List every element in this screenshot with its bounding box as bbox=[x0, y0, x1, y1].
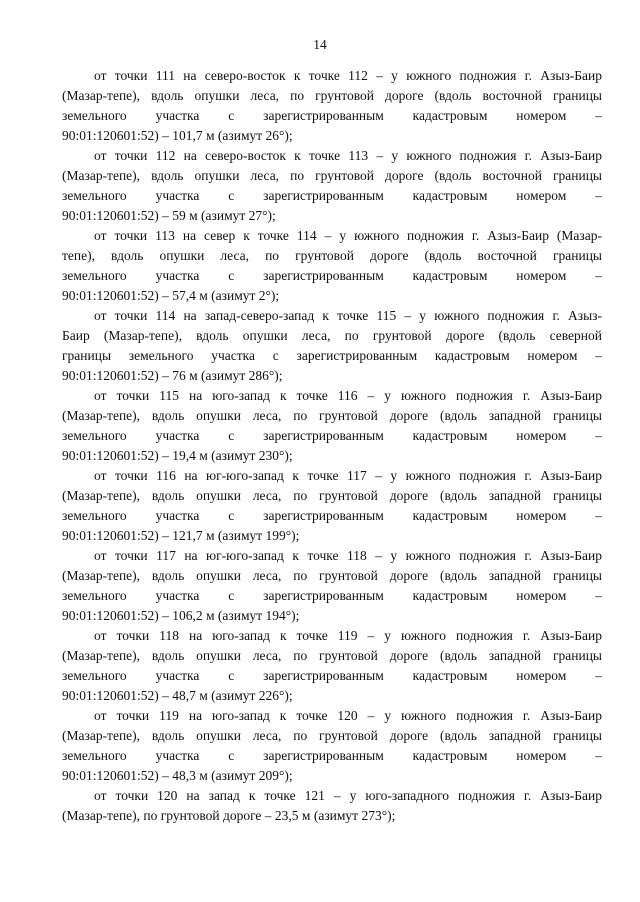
paragraph-point-111-112 bbox=[62, 66, 602, 146]
text-line: от точки 120 на запад к точке 121 – у юго-западного подножия г. Азыз-Баир bbox=[94, 788, 602, 803]
text-line: (Мазар-тепе), вдоль опушки леса, по грунтовой дороге (вдоль восточной границы bbox=[62, 88, 602, 103]
text-line: 90:01:120601:52) – 48,3 м (азимут 209°); bbox=[62, 768, 293, 783]
text-line: 90:01:120601:52) – 48,7 м (азимут 226°); bbox=[62, 688, 293, 703]
text-line: (Мазар-тепе), по грунтовой дороге – 23,5 м (азимут 273°); bbox=[62, 808, 396, 823]
text-line: земельного участка с зарегистрированным кадастровым номером – bbox=[62, 748, 602, 763]
paragraph-point-120-121 bbox=[62, 786, 602, 826]
paragraph-point-119-120 bbox=[62, 706, 602, 786]
text-line: (Мазар-тепе), вдоль опушки леса, по грунтовой дороге (вдоль восточной границы bbox=[62, 168, 602, 183]
text-line: (Мазар-тепе), вдоль опушки леса, по грунтовой дороге (вдоль западной границы bbox=[62, 408, 602, 423]
text-line: земельного участка с зарегистрированным кадастровым номером – bbox=[62, 588, 602, 603]
text-line: тепе), вдоль опушки леса, по грунтовой дороге (вдоль восточной границы bbox=[62, 248, 602, 263]
text-line: от точки 115 на юго-запад к точке 116 – у южного подножия г. Азыз-Баир bbox=[94, 388, 602, 403]
text-line: земельного участка с зарегистрированным кадастровым номером – bbox=[62, 188, 602, 203]
document-body bbox=[62, 66, 602, 826]
text-line: земельного участка с зарегистрированным кадастровым номером – bbox=[62, 428, 602, 443]
paragraph-point-116-117 bbox=[62, 466, 602, 546]
text-line: (Мазар-тепе), вдоль опушки леса, по грунтовой дороге (вдоль западной границы bbox=[62, 648, 602, 663]
text-line: от точки 118 на юго-запад к точке 119 – у южного подножия г. Азыз-Баир bbox=[94, 628, 602, 643]
text-line: от точки 113 на север к точке 114 – у южного подножия г. Азыз-Баир (Мазар- bbox=[94, 228, 602, 243]
text-line: от точки 111 на северо-восток к точке 112 – у южного подножия г. Азыз-Баир bbox=[94, 68, 602, 83]
text-line: (Мазар-тепе), вдоль опушки леса, по грунтовой дороге (вдоль западной границы bbox=[62, 488, 602, 503]
text-line: от точки 114 на запад-северо-запад к точке 115 – у южного подножия г. Азыз- bbox=[94, 308, 602, 323]
paragraph-point-113-114 bbox=[62, 226, 602, 306]
text-line: 90:01:120601:52) – 106,2 м (азимут 194°); bbox=[62, 608, 300, 623]
text-line: от точки 116 на юг-юго-запад к точке 117 – у южного подножия г. Азыз-Баир bbox=[94, 468, 602, 483]
text-line: (Мазар-тепе), вдоль опушки леса, по грунтовой дороге (вдоль западной границы bbox=[62, 728, 602, 743]
paragraph-point-117-118 bbox=[62, 546, 602, 626]
text-line: 90:01:120601:52) – 59 м (азимут 27°); bbox=[62, 208, 276, 223]
text-line: от точки 117 на юг-юго-запад к точке 118 – у южного подножия г. Азыз-Баир bbox=[94, 548, 602, 563]
page-number: 14 bbox=[313, 37, 327, 52]
text-line: (Мазар-тепе), вдоль опушки леса, по грунтовой дороге (вдоль западной границы bbox=[62, 568, 602, 583]
text-line: границы земельного участка с зарегистрированным кадастровым номером – bbox=[62, 348, 602, 363]
text-line: 90:01:120601:52) – 101,7 м (азимут 26°); bbox=[62, 128, 293, 143]
text-line: земельного участка с зарегистрированным кадастровым номером – bbox=[62, 268, 602, 283]
text-line: 90:01:120601:52) – 121,7 м (азимут 199°); bbox=[62, 528, 300, 543]
text-line: Баир (Мазар-тепе), вдоль опушки леса, по грунтовой дороге (вдоль северной bbox=[62, 328, 602, 343]
paragraph-point-118-119 bbox=[62, 626, 602, 706]
text-line: от точки 112 на северо-восток к точке 113 – у южного подножия г. Азыз-Баир bbox=[94, 148, 602, 163]
paragraph-point-112-113 bbox=[62, 146, 602, 226]
paragraph-point-115-116 bbox=[62, 386, 602, 466]
paragraph-point-114-115 bbox=[62, 306, 602, 386]
text-line: от точки 119 на юго-запад к точке 120 – у южного подножия г. Азыз-Баир bbox=[94, 708, 602, 723]
text-line: земельного участка с зарегистрированным кадастровым номером – bbox=[62, 108, 602, 123]
text-line: 90:01:120601:52) – 19,4 м (азимут 230°); bbox=[62, 448, 293, 463]
text-line: 90:01:120601:52) – 57,4 м (азимут 2°); bbox=[62, 288, 280, 303]
text-line: земельного участка с зарегистрированным кадастровым номером – bbox=[62, 508, 602, 523]
text-line: 90:01:120601:52) – 76 м (азимут 286°); bbox=[62, 368, 283, 383]
text-line: земельного участка с зарегистрированным кадастровым номером – bbox=[62, 668, 602, 683]
